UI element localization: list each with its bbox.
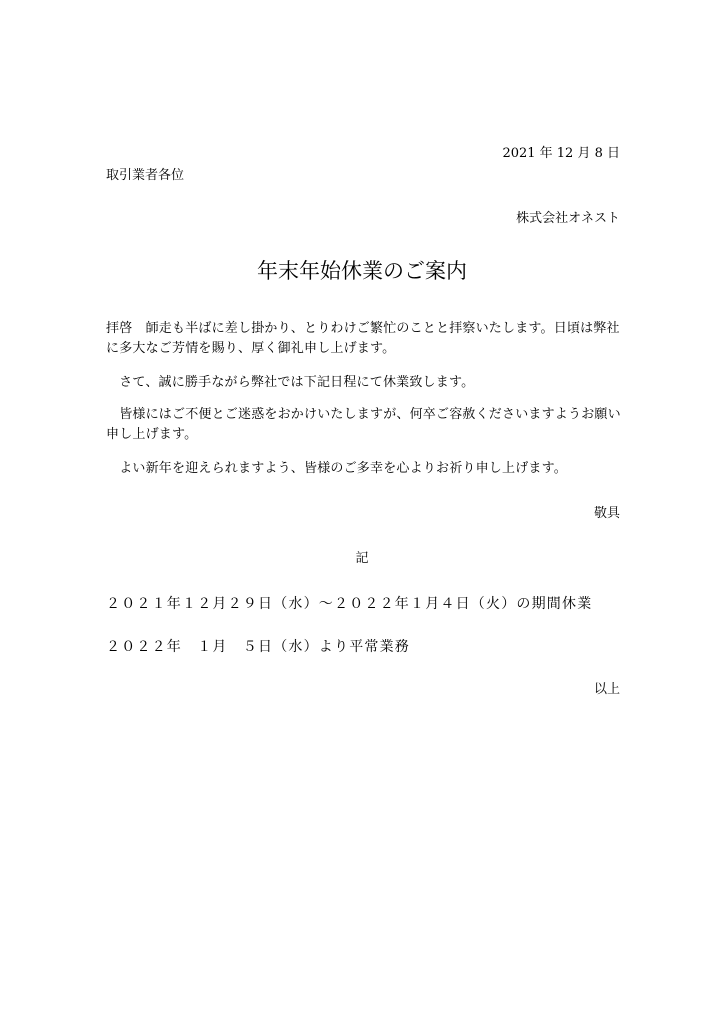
schedule-closure-period: ２０２１年１２月２９日（水）～２０２２年１月４日（火）の期間休業 (106, 596, 593, 612)
ki-heading: 記 (355, 551, 369, 566)
paragraph-closure-notice: さて、誠に勝手ながら弊社では下記日程にて休業致します。 (106, 375, 475, 390)
end-ijou: 以上 (593, 682, 620, 697)
paragraph-greeting: 拝啓 師走も半ばに差し掛かり、とりわけご繁忙のことと拝察いたします。日頃は弊社に多大なご芳情を賜り、厚く御礼申し上げます。 (106, 321, 620, 356)
recipient: 取引業者各位 (106, 168, 185, 183)
paragraph-apology: 皆様にはご不便とご迷惑をおかけいたしますが、何卒ご容赦くださいますようお願い申し上げます。 (106, 407, 621, 442)
sender-company: 株式会社オネスト (516, 211, 620, 226)
schedule-reopen: ２０２２年 １月 ５日（水）より平常業務 (106, 639, 410, 655)
letter-date: 2021 年 12 月 8 日 (502, 146, 620, 161)
paragraph-new-year: よい新年を迎えられますよう、皆様のご多幸を心よりお祈り申し上げます。 (106, 461, 567, 476)
page-title: 年末年始休業のご案内 (257, 259, 467, 283)
closing-keigu: 敬具 (593, 506, 620, 521)
